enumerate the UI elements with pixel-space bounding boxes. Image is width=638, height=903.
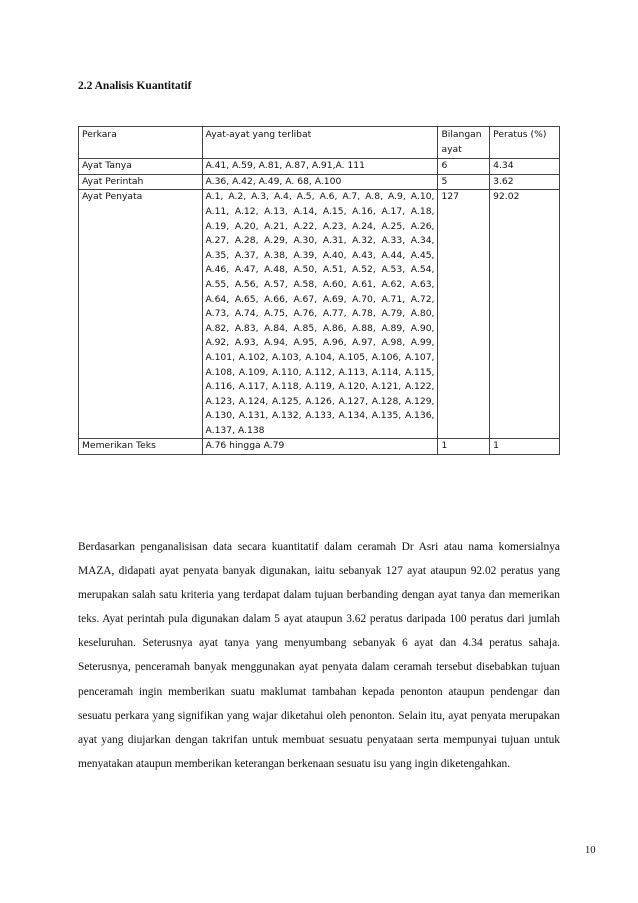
cell-bilangan: 6	[438, 159, 490, 175]
cell-ayat: A.41, A.59, A.81, A.87, A.91,A. 111	[202, 159, 438, 175]
cell-ayat	[202, 190, 438, 439]
cell-peratus: 92.02	[490, 190, 560, 439]
table-row	[79, 159, 560, 175]
section-heading: 2.2 Analisis Kuantitatif	[78, 80, 192, 92]
table-row	[79, 190, 560, 439]
page-number: 10	[585, 845, 596, 856]
cell-perkara: Ayat Penyata	[79, 190, 203, 439]
cell-bilangan: 1	[438, 439, 490, 455]
cell-peratus: 4.34	[490, 159, 560, 175]
cell-bilangan: 127	[438, 190, 490, 439]
cell-ayat: A.76 hingga A.79	[202, 439, 438, 455]
cell-ayat: A.36, A.42, A.49, A. 68, A.100	[202, 174, 438, 190]
header-peratus: Peratus (%)	[490, 127, 560, 159]
table-row	[79, 174, 560, 190]
cell-peratus: 3.62	[490, 174, 560, 190]
cell-peratus: 1	[490, 439, 560, 455]
header-perkara: Perkara	[79, 127, 203, 159]
verse-list: A.1, A.2, A.3, A.4, A.5, A.6, A.7, A.8, A.9, A.10, A.11, A.12, A.13, A.14, A.15, A.16, A.17, A.18, A.19, A.20, A.21, A.22, A.23, A.24, A.25, A.26, A.27, A.28, A.29, A.30, A.31, A.32, A.33, A.34, A.35, A.37, A.38, A.39, A.40, A.43, A.44, A.45, A.46, A.47, A.48, A.50, A.51, A.52, A.53, A.54, A.55, A.56, A.57, A.58, A.60, A.61, A.62, A.63, A.64, A.65, A.66, A.67, A.69, A.70, A.71, A.72, A.73, A.74, A.75, A.76, A.77, A.78, A.79, A.80, A.82, A.83, A.84, A.85, A.86, A.88, A.89, A.90, A.92, A.93, A.94, A.95, A.96, A.97, A.98, A.99, A.101, A.102, A.103, A.104, A.105, A.106, A.107, A.108, A.109, A.110, A.112, A.113, A.114, A.115, A.116, A.117, A.118, A.119, A.120, A.121, A.122, A.123, A.124, A.125, A.126, A.127, A.128, A.129, A.130, A.131, A.132, A.133, A.134, A.135, A.136, A.137, A.138	[205, 191, 435, 436]
header-ayat: Ayat-ayat yang terlibat	[202, 127, 438, 159]
body-paragraph: Berdasarkan penganalisisan data secara kuantitatif dalam ceramah Dr Asri atau nama komersialnya MAZA, didapati ayat penyata banyak digunakan, iaitu sebanyak 127 ayat ataupun 92.02 peratus yang merupakan salah satu kriteria yang terdapat dalam tujuan berbanding dengan ayat tanya dan memerikan teks. Ayat perintah pula digunakan dalam 5 ayat ataupun 3.62 peratus daripada 100 peratus dari jumlah keseluruhan. Seterusnya ayat tanya yang menyumbang sebanyak 6 ayat dan 4.34 peratus sahaja. Seterusnya, penceramah banyak menggunakan ayat penyata dalam ceramah tersebut disebabkan tujuan penceramah ingin memberikan suatu maklumat tambahan kepada penonton ataupun pendengar dan sesuatu perkara yang signifikan yang wajar diketahui oleh penonton. Selain itu, ayat penyata merupakan ayat yang diujarkan dengan takrifan untuk membuat sesuatu penyataan serta mempunyai tujuan untuk menyatakan ataupun memberikan keterangan berkenaan sesuatu isu yang ingin diketengahkan.	[78, 541, 560, 770]
cell-perkara: Ayat Perintah	[79, 174, 203, 190]
cell-bilangan: 5	[438, 174, 490, 190]
header-bilangan: Bilangan ayat	[438, 127, 490, 159]
table-header-row	[79, 127, 560, 159]
cell-perkara: Ayat Tanya	[79, 159, 203, 175]
cell-perkara: Memerikan Teks	[79, 439, 203, 455]
table-row	[79, 439, 560, 455]
analysis-table	[78, 126, 560, 455]
